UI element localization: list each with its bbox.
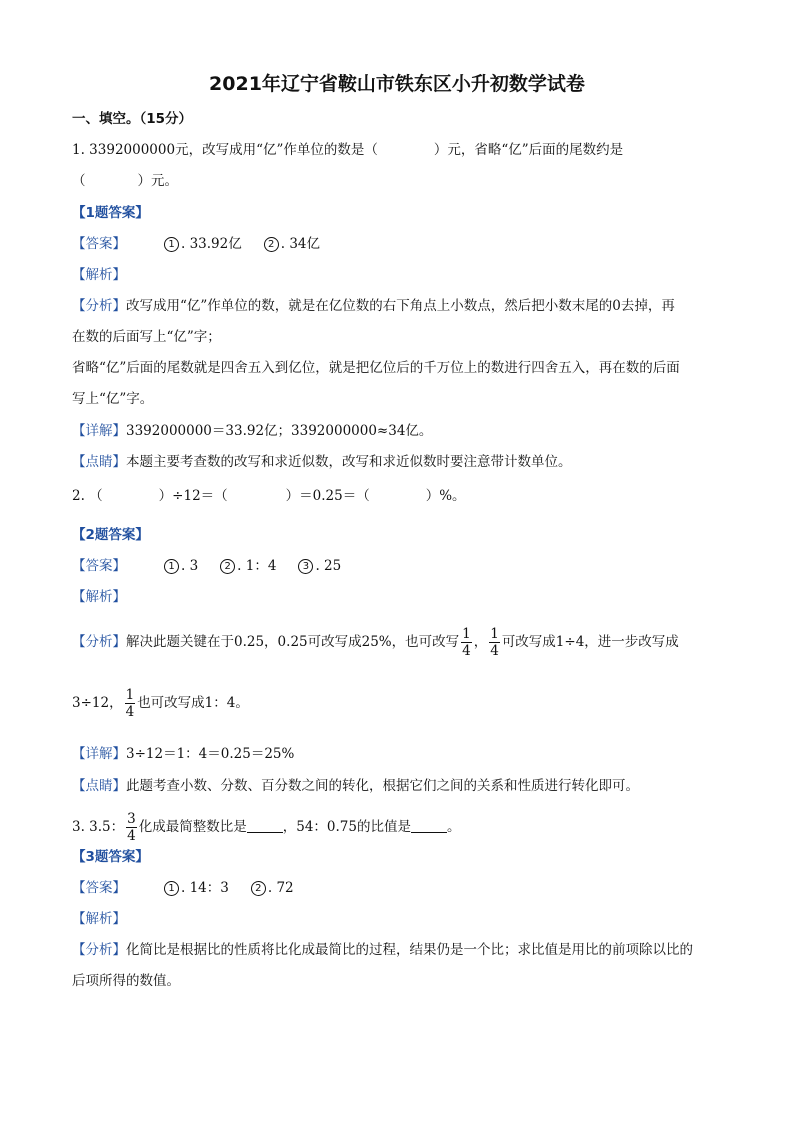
- comment-2: 【点睛】此题考查小数、分数、百分数之间的转化，根据它们之间的关系和性质进行转化即可。: [72, 778, 639, 794]
- analysis-2-line-1: 【分析】解决此题关键在于0.25，0.25可改写成25%，也可改写 $\frac{1}{4}$ ， $\frac{1}{4}$ 可改写成1÷4，进一步改写成: [72, 626, 679, 659]
- analysis-1-line-4: 写上“亿”字。: [72, 391, 154, 407]
- fraction-one-quarter: $\frac{1}{4}$: [125, 687, 135, 720]
- analysis-1-line-3: 省略“亿”后面的尾数就是四舍五入到亿位，就是把亿位后的千万位上的数进行四舍五入，再在数的后面: [72, 360, 680, 376]
- page-title: 2021年辽宁省鞍山市铁东区小升初数学试卷: [209, 73, 585, 95]
- analysis-2-line-2: 3÷12， $\frac{1}{4}$ 也可改写成1：4。: [72, 687, 249, 720]
- answer-3-part-1: . 14：3: [181, 880, 229, 896]
- answer-heading-2: 【2题答案】: [72, 527, 149, 543]
- answer-2-part-2: . 1：4: [237, 558, 277, 574]
- answer-1-part-1: . 33.92亿: [181, 236, 242, 252]
- analysis-label-3: 【解析】: [72, 911, 126, 927]
- circled-number: 2: [264, 237, 279, 252]
- answer-1-row: [72, 235, 320, 253]
- detail-1: 【详解】3392000000＝33.92亿；3392000000≈34亿。: [72, 423, 433, 439]
- analysis-label-2: 【解析】: [72, 589, 126, 605]
- answer-1-part-2: . 34亿: [280, 236, 320, 252]
- fraction-one-quarter: $\frac{1}{4}$: [462, 626, 471, 659]
- question-2: 2. （ ）÷12＝（ ）＝0.25＝（ ）%。: [72, 488, 466, 504]
- answer-3-part-2: . 72: [267, 880, 294, 896]
- circled-number: 1: [164, 559, 179, 574]
- analysis-3-line-1: 【分析】化简比是根据比的性质将比化成最简比的过程，结果仍是一个比；求比值是用比的前项除以比的: [72, 942, 693, 958]
- answer-2-part-1: . 3: [181, 558, 199, 574]
- answer-label: 【答案】: [72, 558, 126, 574]
- answer-2-row: [72, 557, 341, 575]
- fraction-three-quarters: $\frac{3}{4}$: [127, 811, 136, 844]
- answer-heading-1: 【1题答案】: [72, 205, 149, 221]
- analysis-3-line-2: 后项所得的数值。: [72, 973, 180, 989]
- detail-2: 【详解】3÷12＝1：4＝0.25＝25%: [72, 746, 295, 762]
- section-heading-fill-blank: 一、填空。（15分）: [72, 111, 193, 127]
- circled-number: 2: [251, 881, 266, 896]
- analysis-1-line-2: 在数的后面写上“亿”字；: [72, 329, 221, 345]
- circled-number: 1: [164, 237, 179, 252]
- answer-2-part-3: . 25: [315, 558, 342, 574]
- question-1-line-2: （ ）元。: [72, 173, 178, 189]
- question-1-line-1: 1. 3392000000元，改写成用“亿”作单位的数是（ ）元，省略“亿”后面的尾数约是: [72, 142, 624, 158]
- analysis-1-line-1: 【分析】改写成用“亿”作单位的数，就是在亿位数的右下角点上小数点，然后把小数末尾的0去掉，再: [72, 298, 675, 314]
- answer-3-row: [72, 879, 294, 897]
- comment-1: 【点睛】本题主要考查数的改写和求近似数，改写和求近似数时要注意带计数单位。: [72, 454, 572, 470]
- circled-number: 1: [164, 881, 179, 896]
- circled-number: 2: [220, 559, 235, 574]
- fraction-one-quarter: $\frac{1}{4}$: [490, 626, 499, 659]
- question-3: 3. 3.5： $\frac{3}{4}$ 化成最简整数比是 ，54：0.75的比值是 。: [72, 811, 461, 844]
- answer-heading-3: 【3题答案】: [72, 849, 149, 865]
- answer-blank[interactable]: [411, 820, 447, 833]
- answer-label: 【答案】: [72, 880, 126, 896]
- analysis-label-1: 【解析】: [72, 267, 126, 283]
- circled-number: 3: [298, 559, 313, 574]
- answer-label: 【答案】: [72, 236, 126, 252]
- answer-blank[interactable]: [247, 820, 283, 833]
